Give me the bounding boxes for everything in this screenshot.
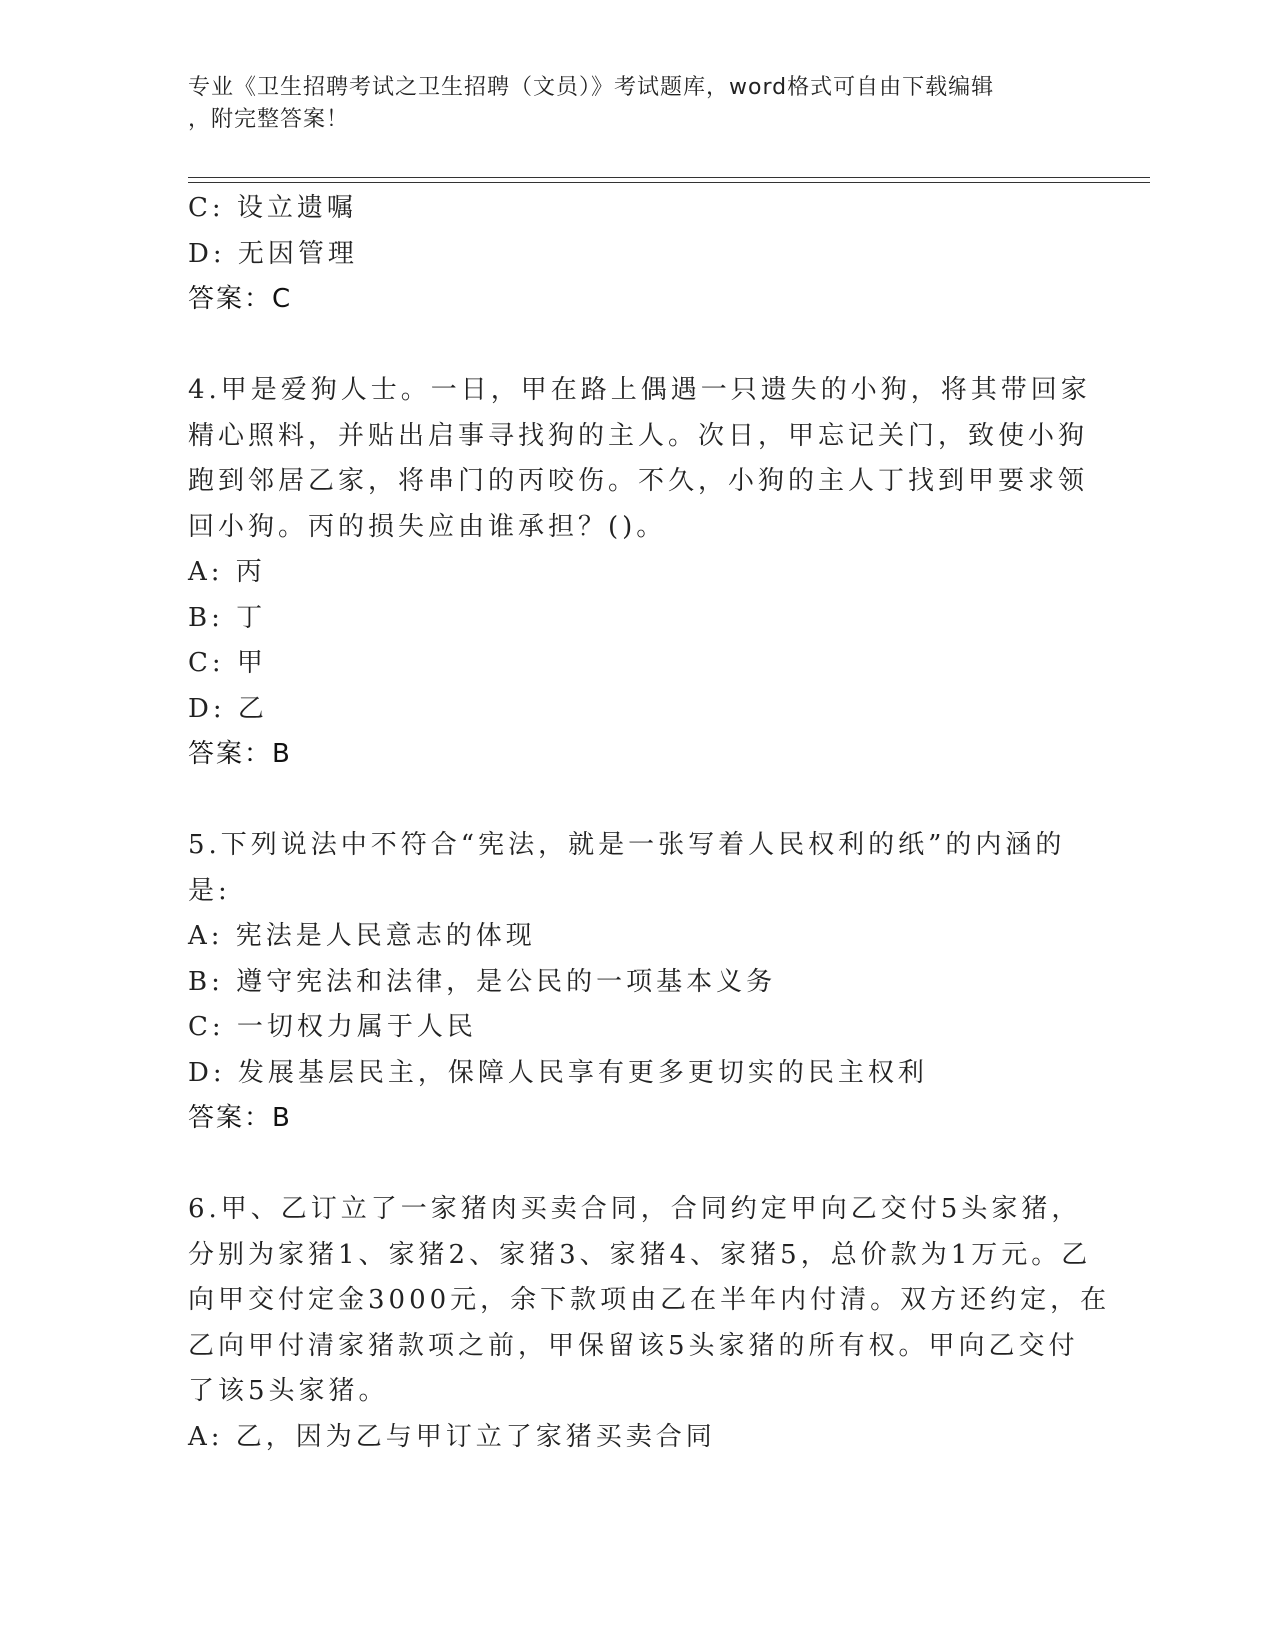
q6-stem-line-5: 了该5头家猪。 <box>188 1376 389 1406</box>
spacer <box>188 1142 1088 1188</box>
q3-option-d: D: 无因管理 <box>188 238 358 269</box>
question-content <box>188 186 1111 1460</box>
q5-option-a: A: 宪法是人民意志的体现 <box>188 921 536 951</box>
q3-answer: 答案：C <box>188 284 293 314</box>
spacer <box>188 323 1088 369</box>
q4-stem-line-3: 跑到邻居乙家，将串门的丙咬伤。不久，小狗的主人丁找到甲要求领 <box>188 466 1089 496</box>
q5-option-c: C: 一切权力属于人民 <box>188 1012 477 1042</box>
q4-stem-line-2: 精心照料，并贴出启事寻找狗的主人。次日，甲忘记关门，致使小狗 <box>188 420 1089 451</box>
spacer <box>188 778 1088 824</box>
header-title-line-2: ，附完整答案！ <box>188 107 350 132</box>
q4-option-a: A: 丙 <box>188 557 266 587</box>
header-title-line-1: 专业《卫生招聘考试之卫生招聘（文员）》考试题库，word格式可自由下载编辑 <box>188 75 995 100</box>
q4-stem-line-4: 回小狗。丙的损失应由谁承担？()。 <box>188 511 667 542</box>
q4-stem-line-1: 4.甲是爱狗人士。一日，甲在路上偶遇一只遗失的小狗，将其带回家 <box>188 375 1091 405</box>
q4-option-d: D: 乙 <box>188 693 268 724</box>
header-divider-bottom <box>188 182 1150 183</box>
q5-answer: 答案：B <box>188 1103 292 1133</box>
q6-option-a: A: 乙，因为乙与甲订立了家猪买卖合同 <box>188 1421 716 1452</box>
q6-stem-line-3: 向甲交付定金3000元，余下款项由乙在半年内付清。双方还约定，在 <box>188 1285 1111 1315</box>
q6-stem-line-2: 分别为家猪1、家猪2、家猪3、家猪4、家猪5，总价款为1万元。乙 <box>188 1239 1092 1270</box>
q6-stem-line-4: 乙向甲付清家猪款项之前，甲保留该5头家猪的所有权。甲向乙交付 <box>188 1330 1079 1361</box>
q5-option-b: B: 遵守宪法和法律，是公民的一项基本义务 <box>188 966 777 997</box>
q5-stem-line-2: 是: <box>188 875 231 906</box>
header-divider-top <box>188 177 1150 178</box>
q3-option-c: C: 设立遗嘱 <box>188 193 357 223</box>
q4-option-b: B: 丁 <box>188 602 267 633</box>
page-header <box>188 72 1088 136</box>
q5-stem-line-1: 5.下列说法中不符合“宪法，就是一张写着人民权利的纸”的内涵的 <box>188 830 1066 860</box>
q4-answer: 答案：B <box>188 739 292 769</box>
q4-option-c: C: 甲 <box>188 648 267 678</box>
q6-stem-line-1: 6.甲、乙订立了一家猪肉买卖合同，合同约定甲向乙交付5头家猪， <box>188 1194 1082 1224</box>
q5-option-d: D: 发展基层民主，保障人民享有更多更切实的民主权利 <box>188 1057 928 1088</box>
